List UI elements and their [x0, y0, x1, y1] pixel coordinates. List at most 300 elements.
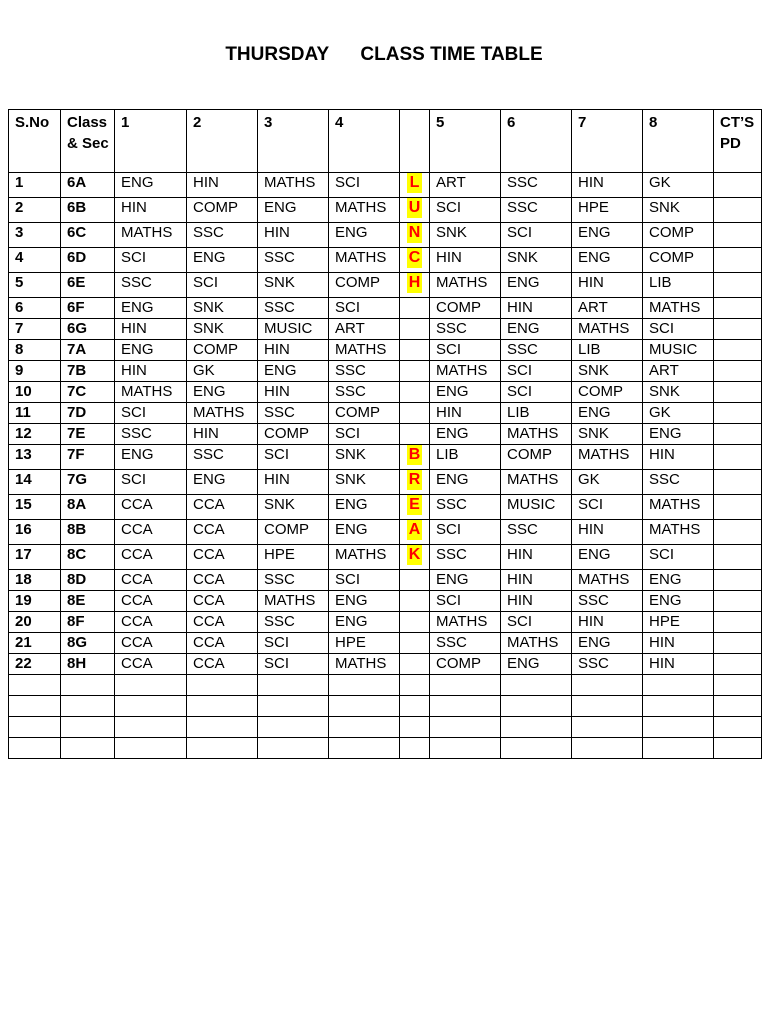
cell-period: SNK — [329, 470, 400, 495]
cell-ct-pd — [714, 273, 762, 298]
cell-break — [400, 570, 430, 591]
cell-sno: 6 — [9, 298, 61, 319]
cell-period: SSC — [501, 198, 572, 223]
cell-sno: 10 — [9, 382, 61, 403]
cell-class: 8C — [61, 545, 115, 570]
cell-period: MATHS — [187, 403, 258, 424]
cell-period: COMP — [572, 382, 643, 403]
cell-sno: 4 — [9, 248, 61, 273]
cell-period: SSC — [258, 570, 329, 591]
cell-empty — [643, 696, 714, 717]
header-period-3: 3 — [258, 110, 329, 173]
cell-period: SCI — [187, 273, 258, 298]
cell-period: HIN — [501, 545, 572, 570]
cell-period: MATHS — [643, 298, 714, 319]
break-letter: K — [408, 546, 421, 563]
cell-empty — [258, 675, 329, 696]
cell-break — [400, 382, 430, 403]
table-row — [9, 445, 762, 470]
cell-empty — [714, 675, 762, 696]
cell-ct-pd — [714, 633, 762, 654]
cell-period: HPE — [643, 612, 714, 633]
cell-empty — [9, 717, 61, 738]
cell-empty — [643, 738, 714, 759]
cell-break — [400, 198, 430, 223]
cell-period: ENG — [187, 470, 258, 495]
cell-period: ENG — [430, 570, 501, 591]
cell-empty — [9, 738, 61, 759]
cell-ct-pd — [714, 570, 762, 591]
break-letter: U — [408, 199, 421, 216]
cell-period: HIN — [572, 612, 643, 633]
cell-period: SSC — [430, 319, 501, 340]
cell-empty — [187, 696, 258, 717]
cell-period: ENG — [329, 223, 400, 248]
cell-period: SCI — [115, 248, 187, 273]
cell-period: SCI — [329, 173, 400, 198]
cell-period: SSC — [501, 520, 572, 545]
cell-period: SCI — [258, 654, 329, 675]
cell-period: CCA — [187, 633, 258, 654]
cell-empty — [258, 738, 329, 759]
cell-period: CCA — [115, 612, 187, 633]
cell-sno: 3 — [9, 223, 61, 248]
header-period-1: 1 — [115, 110, 187, 173]
cell-sno: 11 — [9, 403, 61, 424]
break-letter: R — [408, 471, 421, 488]
cell-period: HPE — [572, 198, 643, 223]
cell-period: LIB — [572, 340, 643, 361]
cell-break — [400, 445, 430, 470]
cell-empty — [714, 738, 762, 759]
cell-period: SSC — [329, 361, 400, 382]
cell-class: 8H — [61, 654, 115, 675]
cell-sno: 12 — [9, 424, 61, 445]
cell-period: CCA — [187, 570, 258, 591]
cell-empty — [329, 696, 400, 717]
cell-period: MUSIC — [643, 340, 714, 361]
cell-period: HIN — [258, 223, 329, 248]
cell-period: CCA — [115, 520, 187, 545]
cell-ct-pd — [714, 591, 762, 612]
header-class: Class & Sec — [61, 110, 115, 173]
cell-class: 6D — [61, 248, 115, 273]
header-sno: S.No — [9, 110, 61, 173]
cell-empty — [61, 738, 115, 759]
cell-period: SCI — [643, 319, 714, 340]
cell-period: SSC — [115, 424, 187, 445]
cell-period: SCI — [430, 198, 501, 223]
cell-ct-pd — [714, 173, 762, 198]
cell-empty — [400, 696, 430, 717]
header-row — [9, 110, 762, 173]
cell-empty — [714, 696, 762, 717]
cell-period: COMP — [643, 223, 714, 248]
cell-class: 7B — [61, 361, 115, 382]
cell-period: MATHS — [501, 470, 572, 495]
cell-period: COMP — [258, 424, 329, 445]
cell-empty — [187, 738, 258, 759]
cell-period: CCA — [187, 545, 258, 570]
cell-period: MATHS — [329, 248, 400, 273]
cell-period: SSC — [501, 173, 572, 198]
cell-class: 7E — [61, 424, 115, 445]
cell-period: GK — [643, 173, 714, 198]
cell-break — [400, 633, 430, 654]
cell-empty — [501, 717, 572, 738]
cell-empty — [9, 675, 61, 696]
cell-period: SCI — [501, 223, 572, 248]
cell-break — [400, 495, 430, 520]
header-period-6: 6 — [501, 110, 572, 173]
cell-empty — [329, 675, 400, 696]
cell-empty — [61, 717, 115, 738]
cell-period: HPE — [329, 633, 400, 654]
cell-sno: 14 — [9, 470, 61, 495]
cell-period: ART — [572, 298, 643, 319]
cell-period: SNK — [187, 319, 258, 340]
cell-class: 6C — [61, 223, 115, 248]
cell-period: SSC — [187, 223, 258, 248]
cell-period: HIN — [572, 273, 643, 298]
header-period-8: 8 — [643, 110, 714, 173]
cell-period: CCA — [115, 654, 187, 675]
cell-period: HIN — [572, 173, 643, 198]
cell-period: SNK — [643, 198, 714, 223]
table-row — [9, 173, 762, 198]
cell-period: CCA — [115, 495, 187, 520]
cell-period: SCI — [430, 340, 501, 361]
cell-period: HIN — [115, 319, 187, 340]
cell-period: SCI — [329, 570, 400, 591]
cell-period: SSC — [329, 382, 400, 403]
cell-period: SNK — [329, 445, 400, 470]
cell-period: SCI — [430, 520, 501, 545]
table-row — [9, 424, 762, 445]
cell-empty — [572, 717, 643, 738]
cell-period: CCA — [187, 495, 258, 520]
cell-period: HIN — [501, 570, 572, 591]
break-letter: B — [408, 446, 421, 463]
cell-period: ENG — [430, 470, 501, 495]
cell-empty — [430, 738, 501, 759]
cell-period: CCA — [187, 612, 258, 633]
cell-empty — [115, 738, 187, 759]
cell-period: CCA — [115, 633, 187, 654]
cell-class: 6G — [61, 319, 115, 340]
cell-break — [400, 273, 430, 298]
cell-ct-pd — [714, 612, 762, 633]
empty-row — [9, 717, 762, 738]
cell-period: HIN — [643, 633, 714, 654]
cell-break — [400, 591, 430, 612]
header-ct-pd: CT’S PD — [714, 110, 762, 173]
cell-period: MATHS — [572, 319, 643, 340]
cell-empty — [400, 717, 430, 738]
cell-period: COMP — [329, 403, 400, 424]
cell-period: HIN — [258, 382, 329, 403]
cell-empty — [643, 717, 714, 738]
cell-period: SCI — [572, 495, 643, 520]
cell-period: ENG — [329, 591, 400, 612]
cell-period: HIN — [430, 403, 501, 424]
cell-period: COMP — [430, 298, 501, 319]
cell-period: ENG — [501, 319, 572, 340]
cell-period: SCI — [329, 298, 400, 319]
table-row — [9, 545, 762, 570]
cell-empty — [501, 738, 572, 759]
cell-break — [400, 654, 430, 675]
cell-period: GK — [643, 403, 714, 424]
cell-period: COMP — [430, 654, 501, 675]
cell-period: HIN — [115, 198, 187, 223]
cell-empty — [115, 675, 187, 696]
cell-period: COMP — [187, 198, 258, 223]
cell-period: CCA — [115, 570, 187, 591]
cell-period: SSC — [572, 591, 643, 612]
cell-class: 6F — [61, 298, 115, 319]
cell-period: MATHS — [643, 495, 714, 520]
cell-sno: 21 — [9, 633, 61, 654]
cell-period: SCI — [115, 470, 187, 495]
cell-ct-pd — [714, 223, 762, 248]
cell-sno: 16 — [9, 520, 61, 545]
cell-sno: 15 — [9, 495, 61, 520]
cell-break — [400, 545, 430, 570]
cell-period: HIN — [258, 340, 329, 361]
cell-empty — [501, 675, 572, 696]
table-row — [9, 340, 762, 361]
cell-period: SCI — [258, 445, 329, 470]
cell-class: 7C — [61, 382, 115, 403]
cell-break — [400, 520, 430, 545]
cell-period: HIN — [643, 654, 714, 675]
table-row — [9, 319, 762, 340]
cell-class: 7G — [61, 470, 115, 495]
cell-break — [400, 319, 430, 340]
cell-period: ENG — [329, 612, 400, 633]
cell-ct-pd — [714, 198, 762, 223]
cell-period: ENG — [258, 361, 329, 382]
cell-break — [400, 298, 430, 319]
empty-row — [9, 675, 762, 696]
cell-break — [400, 470, 430, 495]
empty-row — [9, 738, 762, 759]
cell-period: GK — [187, 361, 258, 382]
cell-period: SCI — [329, 424, 400, 445]
cell-period: MUSIC — [258, 319, 329, 340]
cell-empty — [187, 675, 258, 696]
cell-period: SCI — [115, 403, 187, 424]
cell-empty — [430, 696, 501, 717]
cell-period: LIB — [643, 273, 714, 298]
cell-period: MATHS — [430, 612, 501, 633]
cell-period: ENG — [258, 198, 329, 223]
cell-period: CCA — [187, 520, 258, 545]
cell-sno: 17 — [9, 545, 61, 570]
cell-period: MATHS — [115, 223, 187, 248]
cell-empty — [501, 696, 572, 717]
cell-period: SSC — [258, 403, 329, 424]
cell-sno: 18 — [9, 570, 61, 591]
table-row — [9, 198, 762, 223]
cell-class: 8E — [61, 591, 115, 612]
table-row — [9, 570, 762, 591]
cell-period: MATHS — [643, 520, 714, 545]
cell-period: COMP — [187, 340, 258, 361]
cell-period: ENG — [115, 298, 187, 319]
cell-sno: 9 — [9, 361, 61, 382]
cell-empty — [430, 717, 501, 738]
cell-class: 6A — [61, 173, 115, 198]
table-row — [9, 248, 762, 273]
cell-sno: 19 — [9, 591, 61, 612]
cell-period: ENG — [501, 654, 572, 675]
cell-ct-pd — [714, 248, 762, 273]
cell-empty — [572, 675, 643, 696]
cell-period: SSC — [643, 470, 714, 495]
cell-empty — [258, 717, 329, 738]
cell-period: ENG — [501, 273, 572, 298]
cell-period: ENG — [572, 248, 643, 273]
cell-ct-pd — [714, 654, 762, 675]
header-period-2: 2 — [187, 110, 258, 173]
cell-period: MATHS — [329, 340, 400, 361]
cell-period: ENG — [430, 382, 501, 403]
cell-period: SNK — [572, 361, 643, 382]
cell-period: SNK — [572, 424, 643, 445]
cell-period: MATHS — [329, 545, 400, 570]
cell-period: GK — [572, 470, 643, 495]
cell-period: MATHS — [501, 424, 572, 445]
table-row — [9, 633, 762, 654]
cell-ct-pd — [714, 520, 762, 545]
cell-ct-pd — [714, 361, 762, 382]
cell-period: SSC — [258, 612, 329, 633]
table-row — [9, 361, 762, 382]
header-period-4: 4 — [329, 110, 400, 173]
cell-sno: 20 — [9, 612, 61, 633]
cell-empty — [400, 675, 430, 696]
cell-period: SCI — [501, 382, 572, 403]
cell-empty — [430, 675, 501, 696]
cell-period: SNK — [643, 382, 714, 403]
cell-empty — [329, 738, 400, 759]
cell-period: HIN — [501, 298, 572, 319]
timetable-body — [9, 173, 762, 759]
cell-empty — [187, 717, 258, 738]
header-period-7: 7 — [572, 110, 643, 173]
timetable — [8, 109, 762, 759]
cell-empty — [258, 696, 329, 717]
break-letter: H — [408, 274, 421, 291]
cell-break — [400, 361, 430, 382]
cell-empty — [400, 738, 430, 759]
cell-empty — [329, 717, 400, 738]
cell-empty — [61, 675, 115, 696]
cell-period: MATHS — [258, 173, 329, 198]
table-row — [9, 495, 762, 520]
table-row — [9, 470, 762, 495]
cell-ct-pd — [714, 403, 762, 424]
header-period-5: 5 — [430, 110, 501, 173]
cell-period: HIN — [187, 424, 258, 445]
table-row — [9, 520, 762, 545]
cell-period: LIB — [430, 445, 501, 470]
cell-empty — [61, 696, 115, 717]
cell-ct-pd — [714, 424, 762, 445]
title-day: THURSDAY — [225, 44, 330, 65]
cell-period: SNK — [501, 248, 572, 273]
cell-period: ENG — [572, 223, 643, 248]
cell-period: SCI — [501, 612, 572, 633]
cell-period: SSC — [430, 633, 501, 654]
cell-period: MATHS — [572, 445, 643, 470]
cell-period: SCI — [643, 545, 714, 570]
cell-class: 7F — [61, 445, 115, 470]
cell-class: 8D — [61, 570, 115, 591]
cell-period: ART — [329, 319, 400, 340]
cell-empty — [9, 696, 61, 717]
page-title — [0, 44, 768, 66]
cell-break — [400, 248, 430, 273]
cell-period: SSC — [430, 545, 501, 570]
cell-period: SNK — [258, 273, 329, 298]
cell-ct-pd — [714, 470, 762, 495]
cell-break — [400, 223, 430, 248]
cell-period: ENG — [572, 633, 643, 654]
cell-period: ENG — [115, 340, 187, 361]
cell-period: ENG — [643, 591, 714, 612]
table-row — [9, 382, 762, 403]
cell-period: HPE — [258, 545, 329, 570]
break-letter: N — [408, 224, 421, 241]
cell-period: COMP — [258, 520, 329, 545]
cell-period: MATHS — [572, 570, 643, 591]
cell-ct-pd — [714, 340, 762, 361]
cell-class: 8A — [61, 495, 115, 520]
cell-empty — [572, 696, 643, 717]
break-letter: C — [408, 249, 421, 266]
cell-period: ENG — [572, 545, 643, 570]
cell-period: SNK — [430, 223, 501, 248]
cell-period: COMP — [329, 273, 400, 298]
cell-period: ENG — [187, 382, 258, 403]
cell-class: 6E — [61, 273, 115, 298]
cell-period: MATHS — [430, 361, 501, 382]
table-row — [9, 223, 762, 248]
cell-period: SCI — [430, 591, 501, 612]
cell-period: COMP — [643, 248, 714, 273]
cell-period: SSC — [187, 445, 258, 470]
table-row — [9, 298, 762, 319]
table-row — [9, 612, 762, 633]
empty-row — [9, 696, 762, 717]
cell-period: HIN — [115, 361, 187, 382]
cell-period: ENG — [430, 424, 501, 445]
cell-empty — [115, 717, 187, 738]
cell-period: SSC — [258, 298, 329, 319]
cell-break — [400, 424, 430, 445]
cell-ct-pd — [714, 545, 762, 570]
cell-sno: 5 — [9, 273, 61, 298]
title-label: CLASS TIME TABLE — [360, 44, 543, 65]
cell-empty — [714, 717, 762, 738]
cell-period: ENG — [115, 173, 187, 198]
cell-period: ENG — [115, 445, 187, 470]
table-row — [9, 273, 762, 298]
cell-period: SSC — [430, 495, 501, 520]
